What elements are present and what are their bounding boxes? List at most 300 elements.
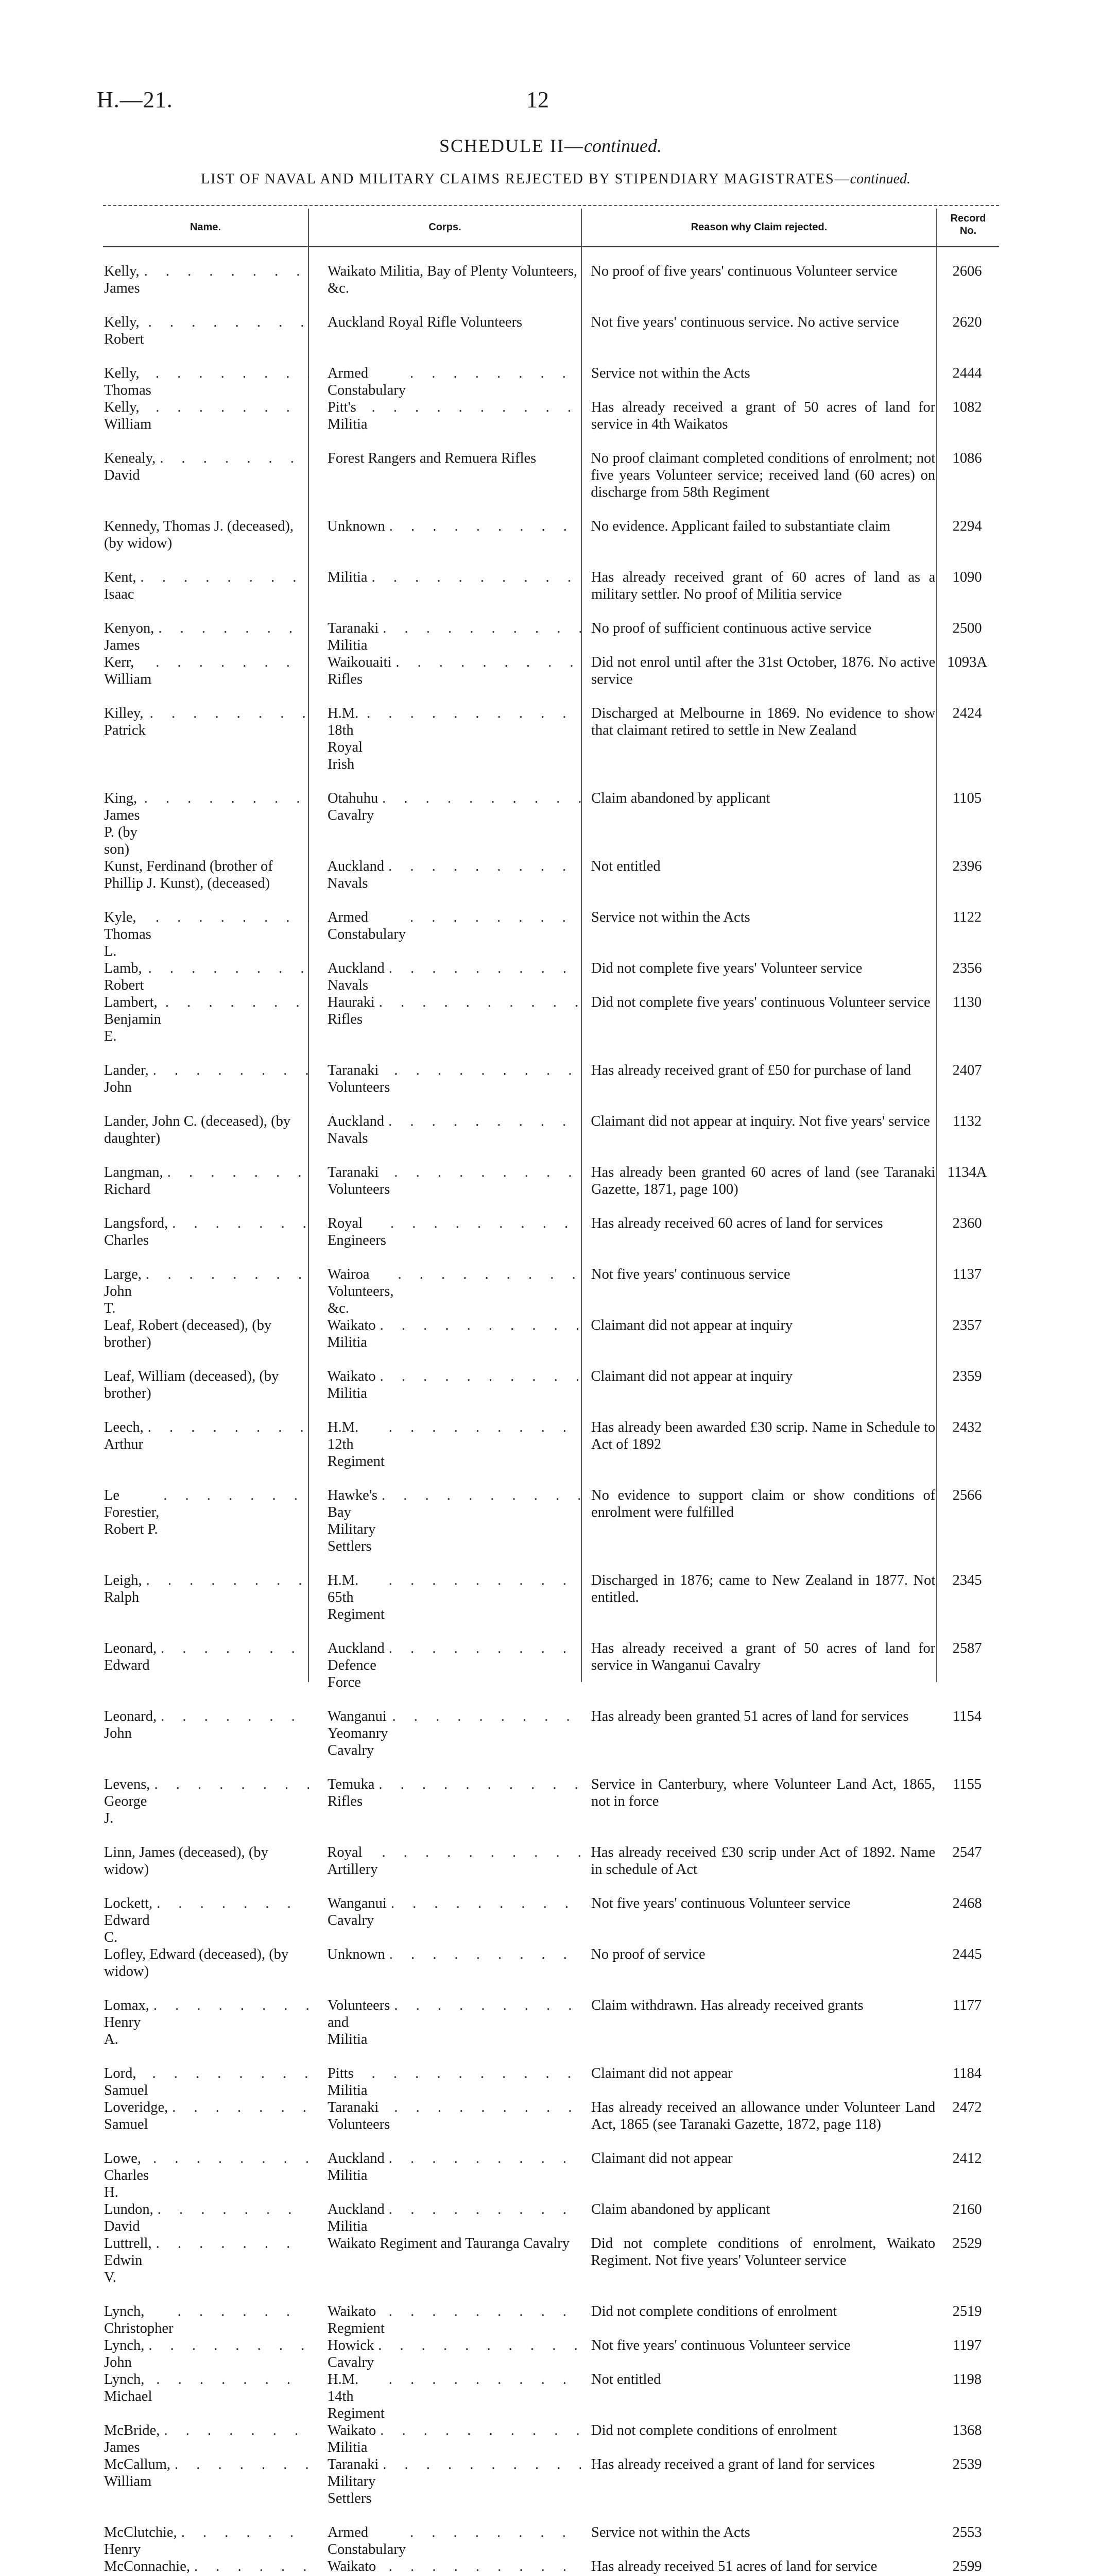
table-row — [103, 2371, 999, 2422]
column-header-record-line2: No. — [959, 225, 977, 236]
dot-leader — [136, 569, 309, 603]
table-row — [103, 2524, 999, 2558]
corps-cell — [308, 858, 580, 892]
corps-cell — [309, 960, 581, 994]
name-cell — [103, 994, 309, 1045]
page-number: 12 — [526, 87, 549, 112]
dot-leader — [144, 2337, 309, 2371]
corps-cell — [309, 2422, 581, 2456]
dot-leader — [174, 2303, 309, 2337]
table-row — [103, 1946, 999, 1980]
reason-cell: Claimant did not appear — [591, 2150, 733, 2166]
reason-cell: Not five years' continuous service. No active service — [591, 314, 899, 330]
corps-cell-text: Hauraki Rifles — [328, 994, 375, 1027]
reason-cell: No evidence. Applicant failed to substantiate claim — [591, 518, 891, 534]
reason-cell: Not five years' continuous Volunteer service — [591, 1895, 851, 1911]
corps-cell — [309, 705, 581, 773]
dot-leader — [149, 1062, 309, 1096]
corps-cell-text: Howick Cavalry — [328, 2337, 374, 2370]
dot-leader — [148, 2065, 309, 2099]
reason-cell: Not entitled — [591, 858, 661, 874]
list-title-continued: continued. — [850, 171, 911, 187]
corps-cell-text: H.M. 18th Royal Irish — [328, 705, 363, 772]
corps-cell-text: Auckland Navals — [328, 960, 385, 993]
dot-leader — [151, 909, 309, 960]
table-row — [103, 518, 999, 552]
name-cell — [103, 450, 309, 501]
name-cell — [103, 705, 309, 773]
name-cell: Linn, James (deceased), (by widow) — [104, 1844, 268, 1877]
corps-cell — [309, 1266, 581, 1317]
table-row — [103, 365, 999, 399]
corps-cell: Auckland Royal Rifle Volunteers — [328, 314, 523, 330]
corps-cell-text: Waikouaiti Rifles — [328, 654, 392, 687]
table-row — [103, 1708, 999, 1759]
corps-cell — [309, 1215, 581, 1249]
corps-cell-text: Taranaki Volunteers — [328, 1062, 390, 1095]
table-row — [103, 2150, 999, 2201]
name-cell-text: McCallum, William — [104, 2456, 171, 2489]
corps-cell-text: Militia — [328, 569, 368, 585]
dot-leader — [368, 399, 581, 433]
corps-cell-text: Pitts Militia — [328, 2065, 368, 2098]
corps-cell-text: Temuka Rifles — [328, 1776, 375, 1809]
reason-cell: Has already been granted 60 acres of land (see Taranaki Gazette, 1871, page 100) — [591, 1164, 936, 1197]
reason-cell: Service not within the Acts — [591, 909, 750, 925]
reason-cell: Has already received a grant of land for services — [591, 2456, 875, 2472]
name-cell — [103, 1640, 309, 1691]
dot-leader — [385, 1419, 581, 1470]
name-cell: Lander, John C. (deceased), (by daughter) — [104, 1113, 291, 1146]
corps-cell — [309, 1895, 581, 1946]
name-cell — [103, 909, 309, 960]
dot-leader — [160, 2422, 309, 2456]
name-cell-text: Lord, Samuel — [104, 2065, 148, 2098]
corps-cell-text: Armed Constabulary — [328, 909, 406, 942]
record-number-cell: 1198 — [953, 2371, 982, 2387]
dot-leader — [376, 2422, 581, 2456]
reason-cell: Did not complete five years' continuous Volunteer service — [591, 994, 931, 1010]
record-number-cell: 1130 — [953, 994, 982, 1010]
corps-cell-text: Wanganui Yeomanry Cavalry — [328, 1708, 388, 1758]
name-cell — [103, 263, 309, 297]
dot-leader — [153, 2201, 309, 2235]
corps-cell-text: Wairoa Volunteers, &c. — [328, 1266, 394, 1316]
document-reference: H.—21. — [97, 87, 173, 112]
corps-cell-text: Royal Engineers — [328, 1215, 386, 1248]
name-cell-text: Kelly, Thomas — [104, 365, 151, 398]
reason-cell: Did not complete five years' Volunteer service — [591, 960, 863, 976]
name-cell-text: Lundon, David — [104, 2201, 153, 2234]
column-header-record-line1: Record — [950, 213, 986, 224]
record-number-cell: 1082 — [952, 399, 982, 415]
corps-cell — [309, 569, 581, 603]
dot-leader — [152, 2371, 309, 2422]
column-header-corps: Corps. — [428, 222, 461, 233]
name-cell — [103, 1895, 309, 1946]
record-number-cell: 2606 — [952, 263, 982, 279]
name-cell-text: Leigh, Ralph — [104, 1572, 142, 1605]
claims-table — [103, 263, 999, 2576]
dot-leader — [368, 2065, 581, 2099]
record-number-cell: 2599 — [952, 2558, 982, 2574]
corps-cell — [308, 1113, 580, 1147]
corps-cell — [309, 2337, 581, 2371]
dot-leader — [142, 1572, 309, 1623]
corps-cell — [309, 1572, 581, 1623]
schedule-title — [0, 135, 1101, 157]
corps-cell-text: Armed Constabulary — [328, 365, 406, 398]
dot-leader — [385, 960, 581, 994]
column-header-name: Name. — [190, 222, 221, 233]
corps-cell-text: Taranaki Volunteers — [328, 1164, 390, 1197]
corps-cell: Waikato Militia, Bay of Plenty Volunteers, &c. — [328, 263, 578, 296]
corps-cell-text: Royal Artillery — [327, 1844, 378, 1877]
corps-cell-text: H.M. 65th Regiment — [328, 1572, 385, 1622]
corps-cell-text: Hawke's Bay Military Settlers — [328, 1487, 377, 1554]
name-cell-text: Kerr, William — [104, 654, 152, 687]
name-cell: Leaf, William (deceased), (by brother) — [104, 1368, 279, 1401]
table-row — [103, 1266, 999, 1317]
record-number-cell: 1177 — [953, 1997, 982, 2013]
corps-cell-text: Unknown — [327, 1946, 385, 1962]
record-number-cell: 2357 — [952, 1317, 982, 1333]
dot-leader — [377, 1844, 580, 1878]
name-cell-text: Langman, Richard — [104, 1164, 163, 1197]
corps-cell — [309, 1708, 581, 1759]
reason-cell: Not five years' continuous service — [591, 1266, 790, 1282]
corps-cell-text: H.M. 12th Regiment — [328, 1419, 385, 1469]
table-row — [103, 399, 999, 433]
record-number-cell: 1090 — [952, 569, 982, 585]
reason-cell: Claim abandoned by applicant — [591, 2201, 770, 2217]
dot-leader — [388, 1708, 581, 1759]
name-cell — [103, 2065, 309, 2099]
dot-leader — [149, 2150, 309, 2201]
name-cell-text: Lynch, John — [104, 2337, 145, 2370]
table-row — [103, 654, 999, 688]
corps-cell — [308, 1946, 580, 1980]
reason-cell: Claimant did not appear — [591, 2065, 733, 2081]
table-row — [103, 2303, 999, 2337]
dot-leader — [390, 2099, 581, 2133]
corps-cell-text: Volunteers and Militia — [328, 1997, 390, 2047]
dot-leader — [151, 399, 309, 433]
record-number-cell: 1155 — [953, 1776, 982, 1792]
table-row — [103, 2422, 999, 2456]
dot-leader — [385, 1946, 581, 1980]
name-cell-text: Lynch, Michael — [104, 2371, 152, 2404]
name-cell — [103, 1266, 309, 1317]
name-cell — [103, 2558, 309, 2576]
reason-cell: Claimant did not appear at inquiry — [591, 1368, 793, 1384]
table-row — [103, 960, 999, 994]
dot-leader — [385, 2201, 581, 2235]
table-row — [103, 620, 999, 654]
corps-cell — [309, 399, 581, 433]
name-cell-text: Kelly, William — [104, 399, 152, 432]
corps-cell — [309, 1487, 581, 1555]
list-title-main: LIST OF NAVAL AND MILITARY CLAIMS REJECTED BY STIPENDIARY MAGISTRATES— — [200, 171, 850, 187]
reason-cell: Has already received a grant of 50 acres of land for service in 4th Waikatos — [591, 399, 936, 432]
dot-leader — [390, 1062, 581, 1096]
name-cell: Leaf, Robert (deceased), (by brother) — [104, 1317, 272, 1350]
corps-cell: Forest Rangers and Remuera Rifles — [328, 450, 537, 466]
table-row — [103, 1368, 999, 1402]
record-number-cell: 2500 — [952, 620, 982, 636]
dot-leader — [374, 2337, 581, 2371]
corps-cell-text: Armed Constabulary — [328, 2524, 406, 2557]
corps-cell — [309, 2099, 581, 2133]
dot-leader — [376, 1317, 581, 1351]
record-number-cell: 2359 — [952, 1368, 982, 1384]
record-number-cell: 2566 — [952, 1487, 982, 1503]
corps-cell-text: Unknown — [327, 518, 385, 534]
reason-cell: Did not enrol until after the 31st October, 1876. No active service — [591, 654, 936, 687]
name-cell-text: Kenyon, James — [104, 620, 154, 653]
header-bottom-rule — [103, 246, 999, 247]
dot-leader — [387, 1895, 581, 1946]
corps-cell — [309, 654, 581, 688]
reason-cell: Did not complete conditions of enrolment — [591, 2422, 837, 2438]
name-cell — [103, 1708, 309, 1759]
name-cell-text: Lander, John — [104, 1062, 149, 1095]
dot-leader — [190, 2558, 309, 2576]
corps-cell-text: Waikato Militia — [328, 2422, 376, 2455]
dot-leader — [140, 263, 309, 297]
dot-leader — [363, 705, 581, 773]
name-cell — [103, 960, 309, 994]
name-cell — [103, 2422, 309, 2456]
dot-leader — [385, 2150, 581, 2201]
name-cell — [103, 2150, 309, 2201]
name-cell-text: Lambert, Benjamin E. — [104, 994, 161, 1044]
table-row — [103, 314, 999, 348]
name-cell-text: Lockett, Edward C. — [104, 1895, 153, 1945]
record-number-cell: 2294 — [952, 518, 982, 534]
record-number-cell: 2432 — [952, 1419, 982, 1435]
table-row — [103, 1487, 999, 1555]
record-number-cell: 2160 — [952, 2201, 982, 2217]
reason-cell: Has already received 51 acres of land for service — [591, 2558, 878, 2574]
record-number-cell: 1093A — [947, 654, 987, 670]
name-cell-text: Loveridge, Samuel — [104, 2099, 168, 2132]
record-number-cell: 2519 — [952, 2303, 982, 2319]
record-number-cell: 1137 — [953, 1266, 982, 1282]
dot-leader — [157, 1708, 309, 1759]
record-number-cell: 2444 — [952, 365, 982, 381]
table-row — [103, 1062, 999, 1096]
name-cell: Lofley, Edward (deceased), (by widow) — [104, 1946, 289, 1979]
table-row — [103, 1895, 999, 1946]
record-number-cell: 2539 — [952, 2456, 982, 2472]
corps-cell-text: Waikato Regmient — [328, 2303, 385, 2336]
dot-leader — [375, 994, 581, 1045]
reason-cell: Service in Canterbury, where Volunteer Land Act, 1865, not in force — [591, 1776, 936, 1809]
dot-leader — [170, 2456, 309, 2507]
corps-cell — [309, 620, 581, 654]
corps-cell — [309, 2201, 581, 2235]
name-cell-text: Kenealy, David — [104, 450, 156, 483]
reason-cell: Not entitled — [591, 2371, 661, 2387]
corps-cell-text: Wanganui Cavalry — [328, 1895, 387, 1928]
record-number-cell: 2445 — [952, 1946, 982, 1962]
dot-leader — [390, 1997, 581, 2048]
corps-cell — [309, 2150, 581, 2201]
dot-leader — [385, 2371, 581, 2422]
name-cell — [103, 399, 309, 433]
table-row — [103, 2235, 999, 2286]
corps-cell-text: Waikato Militia — [327, 1317, 376, 1350]
name-cell — [103, 654, 309, 688]
name-cell-text: Leonard, John — [104, 1708, 157, 1741]
name-cell — [103, 790, 309, 858]
table-row — [103, 263, 999, 297]
name-cell-text: King, James P. (by son) — [104, 790, 140, 857]
corps-cell — [309, 1062, 581, 1096]
dot-leader — [144, 960, 309, 994]
corps-cell — [308, 1368, 580, 1402]
name-cell-text: McConnachie, — [104, 2558, 190, 2574]
name-cell-text: Kelly, James — [104, 263, 140, 296]
name-cell-text: Kent, Isaac — [104, 569, 136, 602]
table-row — [103, 1215, 999, 1249]
table-row — [103, 909, 999, 960]
record-number-cell: 2587 — [952, 1640, 982, 1656]
dot-leader — [159, 1487, 309, 1555]
record-number-cell: 2468 — [952, 1895, 982, 1911]
reason-cell: Claimant did not appear at inquiry — [591, 1317, 793, 1333]
corps-cell — [309, 909, 581, 960]
record-number-cell: 1086 — [952, 450, 982, 466]
dot-leader — [152, 1895, 309, 1946]
reason-cell: Service not within the Acts — [591, 365, 750, 381]
corps-cell — [309, 994, 581, 1045]
reason-cell: Has already been granted 51 acres of land for services — [591, 1708, 909, 1724]
dot-leader — [406, 909, 581, 960]
corps-cell — [309, 2371, 581, 2422]
table-row — [103, 2099, 999, 2133]
name-cell — [103, 1776, 309, 1827]
reason-cell: Claim withdrawn. Has already received grants — [591, 1997, 864, 2013]
reason-cell: No proof claimant completed conditions of enrolment; not five years Volunteer service; received land (60 acres) on discharge from 58th Regiment — [591, 450, 936, 500]
record-number-cell: 1197 — [953, 2337, 982, 2353]
record-number-cell: 2360 — [952, 1215, 982, 1231]
dot-leader — [377, 1487, 581, 1555]
name-cell — [103, 1062, 309, 1096]
name-cell — [103, 1487, 309, 1555]
table-row — [103, 705, 999, 773]
reason-cell: Has already received an allowance under Volunteer Land Act, 1865 (see Taranaki Gazette, 1872, page 118) — [591, 2099, 936, 2132]
corps-cell — [309, 2524, 581, 2558]
record-number-cell: 1134A — [947, 1164, 987, 1180]
name-cell — [103, 569, 309, 603]
corps-cell — [308, 518, 580, 552]
corps-cell-text: Auckland Militia — [328, 2201, 385, 2234]
table-row — [103, 2456, 999, 2507]
column-header-record — [937, 212, 999, 237]
corps-cell-text: H.M. 14th Regiment — [328, 2371, 385, 2421]
dot-leader — [156, 450, 309, 501]
reason-cell: Service not within the Acts — [591, 2524, 750, 2540]
name-cell — [103, 1215, 309, 1249]
dot-leader — [168, 1215, 309, 1249]
name-cell-text: Lamb, Robert — [104, 960, 144, 993]
corps-cell — [309, 1640, 581, 1691]
dot-leader — [151, 654, 309, 688]
dot-leader — [391, 654, 581, 688]
name-cell-text: Lynch, Christopher — [104, 2303, 174, 2336]
record-number-cell: 2412 — [952, 2150, 982, 2166]
dot-leader — [161, 994, 309, 1045]
column-header-reason: Reason why Claim rejected. — [691, 222, 828, 233]
dot-leader — [379, 620, 581, 654]
name-cell — [103, 2235, 309, 2286]
dot-leader — [390, 1164, 581, 1198]
corps-cell — [308, 1844, 580, 1878]
corps-cell — [308, 1317, 580, 1351]
corps-cell — [309, 1164, 581, 1198]
corps-cell-text: Otahuhu Cavalry — [328, 790, 379, 823]
table-row — [103, 858, 999, 892]
dot-leader — [374, 1776, 581, 1827]
record-number-cell: 1184 — [953, 2065, 982, 2081]
table-row — [103, 569, 999, 603]
reason-cell: Has already received £30 scrip under Act of 1892. Name in schedule of Act — [591, 1844, 936, 1877]
record-number-cell: 2356 — [952, 960, 982, 976]
name-cell-text: Leech, Arthur — [104, 1419, 144, 1452]
corps-cell — [309, 2065, 581, 2099]
record-number-cell: 2472 — [952, 2099, 982, 2115]
name-cell-text: McBride, James — [104, 2422, 160, 2455]
name-cell — [103, 1572, 309, 1623]
record-number-cell: 1122 — [953, 909, 982, 925]
table-row — [103, 1572, 999, 1623]
dot-leader — [154, 620, 309, 654]
table-row — [103, 1997, 999, 2048]
dot-leader — [149, 1997, 309, 2048]
corps-cell-text: Taranaki Militia — [328, 620, 379, 653]
table-row — [103, 2065, 999, 2099]
reason-cell: Not five years' continuous Volunteer service — [591, 2337, 851, 2353]
dot-leader — [140, 790, 309, 858]
reason-cell: Has already received grant of £50 for purchase of land — [591, 1062, 911, 1078]
name-cell — [103, 2456, 309, 2507]
reason-cell: Claimant did not appear at inquiry. Not five years' service — [591, 1113, 930, 1129]
dot-leader — [168, 2099, 309, 2133]
dot-leader — [385, 518, 581, 552]
dot-leader — [384, 1113, 580, 1147]
reason-cell: Discharged in 1876; came to New Zealand in 1877. Not entitled. — [591, 1572, 936, 1605]
corps-cell-text: Waikato Militia — [327, 1368, 376, 1401]
record-number-cell: 2547 — [952, 1844, 982, 1860]
corps-cell — [309, 1997, 581, 2048]
corps-cell-text: Auckland Militia — [328, 2150, 385, 2183]
name-cell-text: Le Forestier, Robert P. — [104, 1487, 160, 1537]
reason-cell: Has already been awarded £30 scrip. Name in Schedule to Act of 1892 — [591, 1419, 936, 1452]
table-row — [103, 1164, 999, 1198]
table-row — [103, 450, 999, 501]
reason-cell: Has already received a grant of 50 acres of land for service in Wanganui Cavalry — [591, 1640, 936, 1673]
name-cell — [103, 365, 309, 399]
corps-cell — [309, 1776, 581, 1827]
name-cell-text: Killey, Patrick — [104, 705, 146, 738]
table-row — [103, 2201, 999, 2235]
reason-cell: No proof of service — [591, 1946, 706, 1962]
dot-leader — [144, 314, 309, 348]
dot-leader — [152, 2235, 309, 2286]
corps-cell — [309, 790, 581, 858]
